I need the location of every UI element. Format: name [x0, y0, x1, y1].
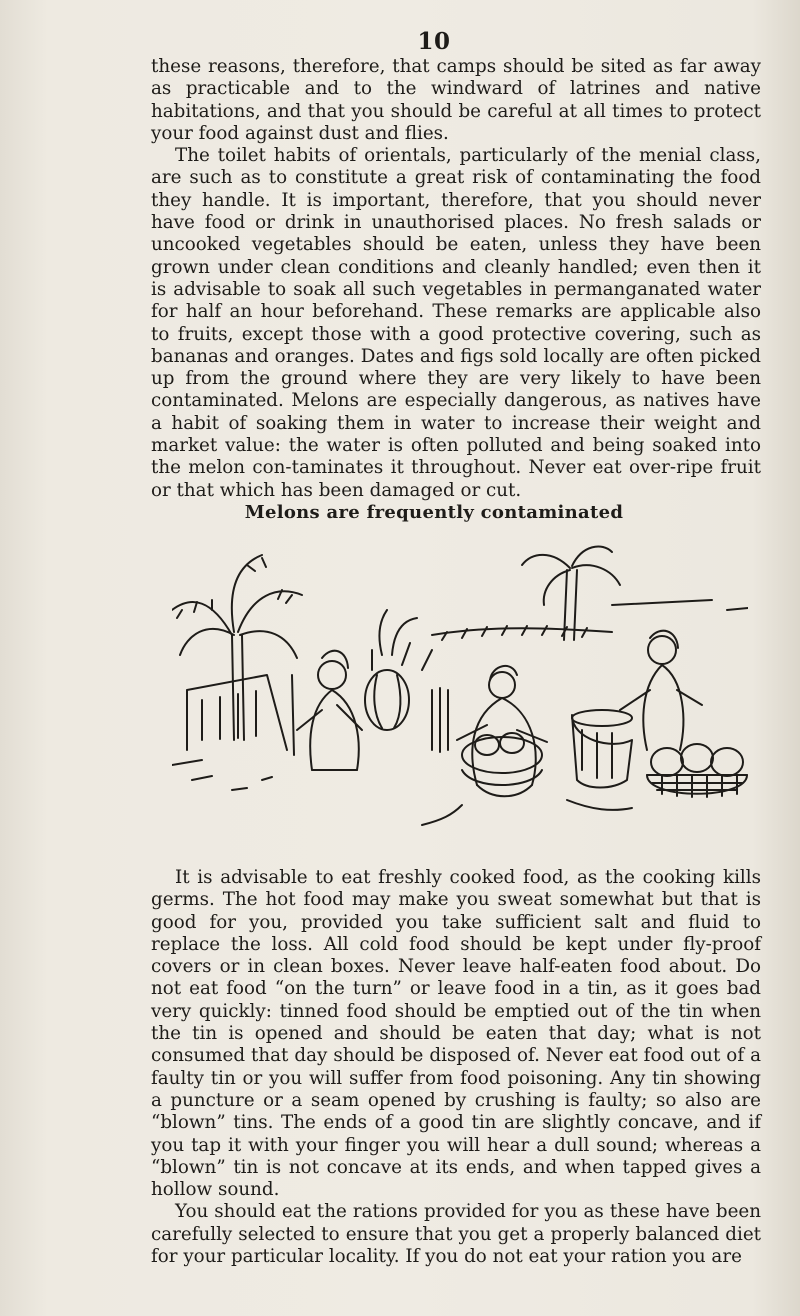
hut-left	[187, 675, 294, 755]
text-block-lower	[151, 867, 761, 1268]
paragraph: The toilet habits of orientals, particularly of the menial class, are such as to constitute a great risk of contaminating the food they handle. It is important, therefore, that you should never have food or drink in unauthorised places. No fresh salads or uncooked vegetables should be eaten, unless they have been grown under clean conditions and cleanly handled; even then it is advisable to soak all such vegetables in permanganated water for half an hour beforehand. These remarks are applicable also to fruits, except those with a good protective covering, such as bananas and oranges. Dates and figs sold locally are often picked up from the ground where they are very likely to have been contaminated. Melons are especially dangerous, as natives have a habit of soaking them in water to increase their weight and market value: the water is often polluted and being soaked into the melon con-taminates it throughout. Never eat over-ripe fruit or that which has been damaged or cut.	[151, 145, 761, 501]
customer-figure-right	[620, 631, 702, 750]
illustration-caption: Melons are frequently contaminated	[244, 502, 624, 523]
vendor-figure-left	[297, 651, 362, 770]
melon-market-drawing	[172, 540, 748, 840]
palm-tree-right-icon	[522, 546, 620, 640]
paragraph: It is advisable to eat freshly cooked food, as the cooking kills germs. The hot food may make you sweat somewhat but that is good for you, provided you take sufficient salt and fluid to replace the loss. All cold food should be kept under fly-proof covers or in clean boxes. Never leave half-eaten food about. Do not eat food “on the turn” or leave food in a tin, as it goes bad very quickly: tinned food should be emptied out of the tin when the tin is opened and should be eaten that day; what is not consumed that day should be disposed of. Never eat food out of a faulty tin or you will suffer from food poisoning. Any tin showing a puncture or a seam opened by crushing is faulty; so also are “blown” tins. The ends of a good tin are slightly concave, and if you tap it with your finger you will hear a dull sound; whereas a “blown” tin is not concave at its ends, and when tapped gives a hollow sound.	[151, 867, 761, 1201]
melon-market-illustration	[172, 540, 748, 840]
page-number: 10	[417, 28, 451, 55]
seated-woman-figure	[457, 666, 547, 796]
text-block-upper	[151, 56, 761, 502]
market-stall-awning	[432, 600, 748, 640]
grass-middle	[372, 610, 432, 670]
melon-basket-right	[647, 744, 747, 797]
ground-lines	[172, 760, 632, 825]
melon-pile-middle	[365, 670, 448, 752]
paragraph: these reasons, therefore, that camps should be sited as far away as practicable and to the windward of latrines and native habitations, and that you should be careful at all times to protect your food against dust and flies.	[151, 56, 761, 144]
paragraph: You should eat the rations provided for you as these have been carefully selected to ensure that you get a properly balanced diet for your particular locality. If you do not eat your ration you are	[151, 1201, 761, 1268]
water-tub	[572, 710, 632, 788]
